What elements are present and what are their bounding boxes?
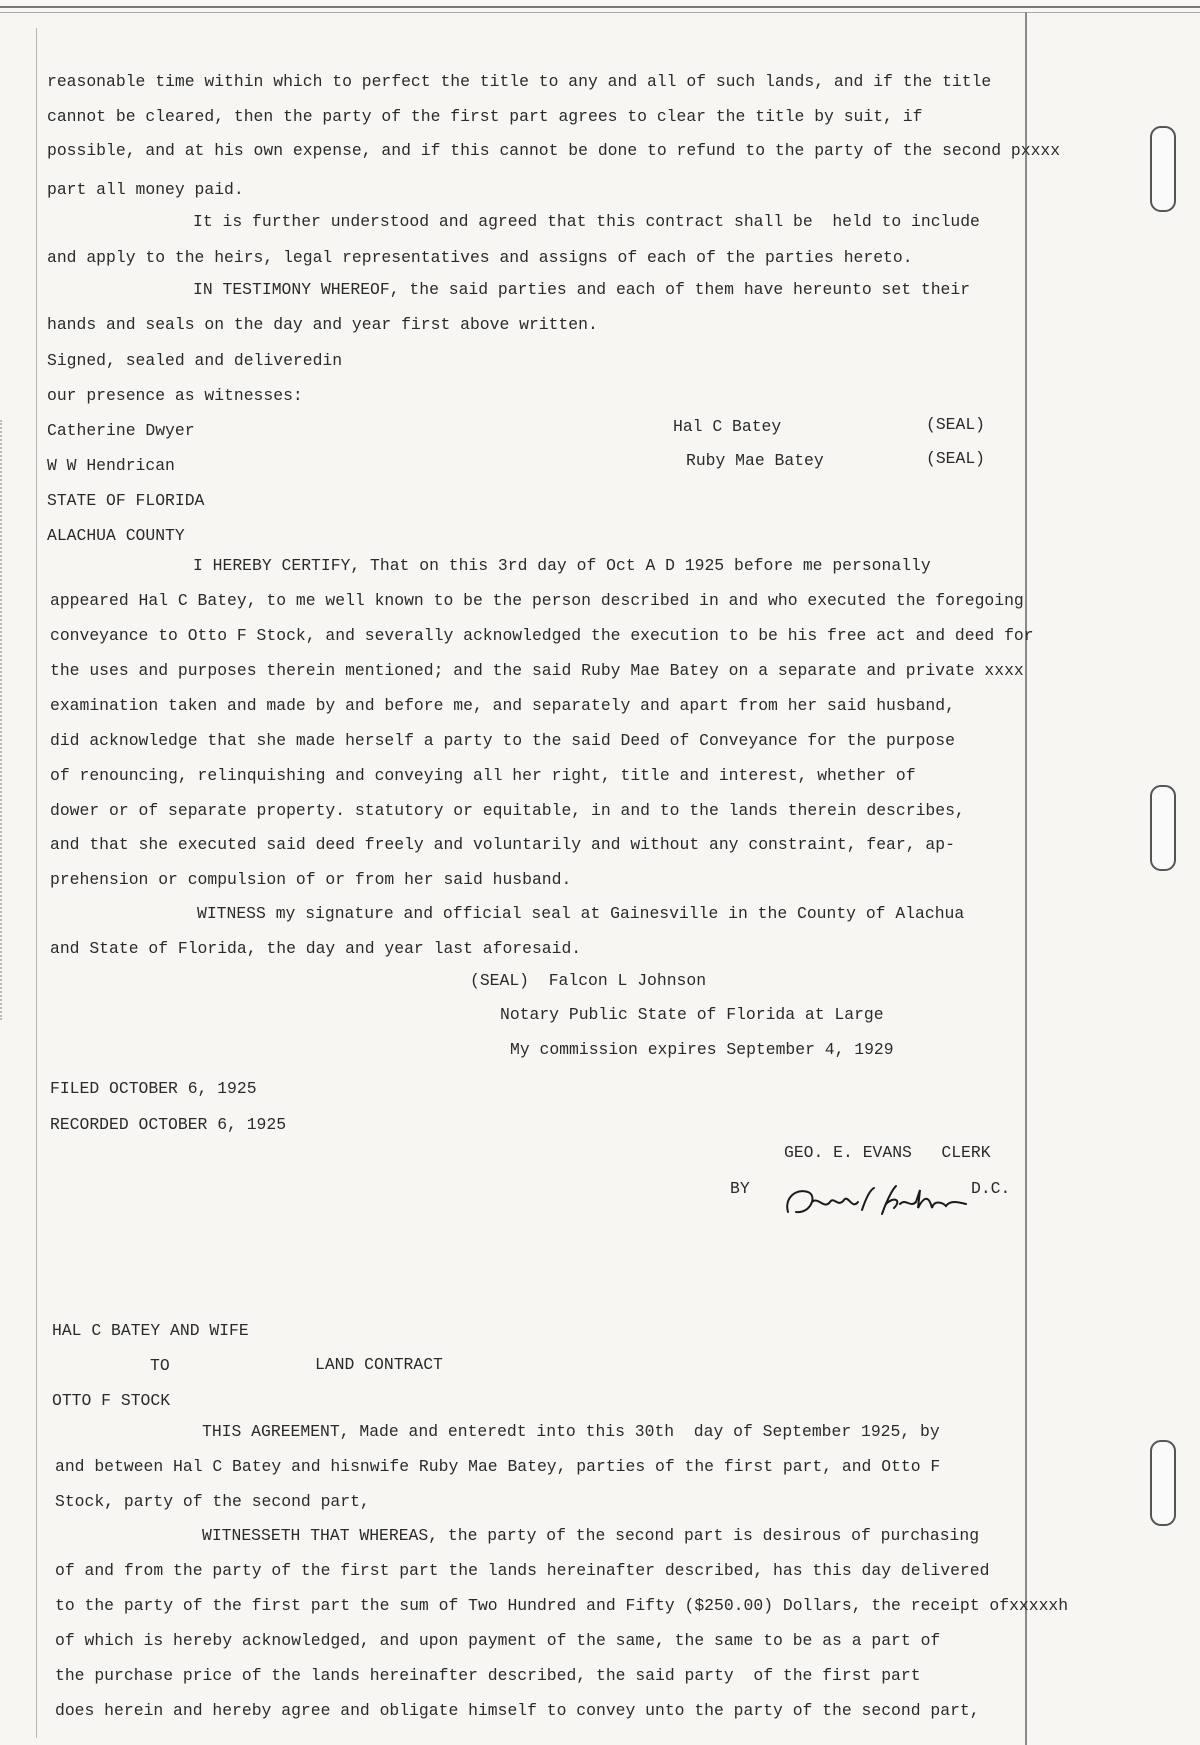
text-line: FILED OCTOBER 6, 1925 [50, 1079, 257, 1098]
text-line: It is further understood and agreed that this contract shall be held to include [193, 212, 980, 231]
text-line: the uses and purposes therein mentioned; and the said Ruby Mae Batey on a separate and private xxxx [50, 661, 1024, 680]
text-line: LAND CONTRACT [315, 1355, 443, 1374]
text-line: appeared Hal C Batey, to me well known to be the person described in and who executed the foregoing [50, 591, 1024, 610]
left-edge-marks [0, 420, 5, 1020]
text-line: conveyance to Otto F Stock, and severally acknowledged the execution to be his free act and deed for [50, 626, 1034, 645]
text-line: of renouncing, relinquishing and conveying all her right, title and interest, whether of [50, 766, 916, 785]
text-line: of and from the party of the first part the lands hereinafter described, has this day delivered [55, 1561, 990, 1580]
text-line: WITNESS my signature and official seal at Gainesville in the County of Alachua [197, 904, 965, 923]
text-line: Notary Public State of Florida at Large [500, 1005, 884, 1024]
text-line: hands and seals on the day and year first above written. [47, 315, 598, 334]
text-line: THIS AGREEMENT, Made and enteredt into this 30th day of September 1925, by [202, 1422, 940, 1441]
text-line: examination taken and made by and before me, and separately and apart from her said husband, [50, 696, 955, 715]
text-line: and that she executed said deed freely and voluntarily and without any constraint, fear, ap- [50, 835, 955, 854]
text-line: dower or of separate property. statutory or equitable, in and to the lands therein describes, [50, 801, 965, 820]
text-line: IN TESTIMONY WHEREOF, the said parties and each of them have hereunto set their [193, 280, 971, 299]
text-line: Catherine Dwyer [47, 421, 195, 440]
text-line: GEO. E. EVANS CLERK [784, 1143, 991, 1162]
text-line: HAL C BATEY AND WIFE [52, 1321, 249, 1340]
text-line: reasonable time within which to perfect the title to any and all of such lands, and if the title [47, 72, 992, 91]
text-line: (SEAL) [926, 449, 986, 468]
text-line: Stock, party of the second part, [55, 1492, 370, 1511]
text-line: to the party of the first part the sum of Two Hundred and Fifty ($250.00) Dollars, the receipt ofxxxxxh [55, 1596, 1069, 1615]
text-line: (SEAL) Falcon L Johnson [470, 971, 707, 990]
text-line: D.C. [971, 1179, 1011, 1198]
text-line: Ruby Mae Batey [686, 451, 824, 470]
text-line: TO [150, 1356, 170, 1375]
punch-hole-middle [1150, 785, 1176, 871]
text-line: our presence as witnesses: [47, 386, 303, 405]
text-line: OTTO F STOCK [52, 1391, 171, 1410]
text-line: ALACHUA COUNTY [47, 526, 185, 545]
text-line: and between Hal C Batey and hisnwife Ruby Mae Batey, parties of the first part, and Otto F [55, 1457, 941, 1476]
text-line: W W Hendrican [47, 456, 175, 475]
text-line: Hal C Batey [673, 417, 782, 436]
punch-hole-top [1150, 126, 1176, 212]
text-line: possible, and at his own expense, and if this cannot be done to refund to the party of the second pxxxx [47, 141, 1061, 160]
text-line: of which is hereby acknowledged, and upon payment of the same, the same to be as a part of [55, 1631, 941, 1650]
text-line: part all money paid. [47, 180, 244, 199]
text-line: STATE OF FLORIDA [47, 491, 205, 510]
text-line: the purchase price of the lands hereinafter described, the said party of the first part [55, 1666, 921, 1685]
text-line: I HEREBY CERTIFY, That on this 3rd day of Oct A D 1925 before me personally [193, 556, 931, 575]
punch-hole-bottom [1150, 1440, 1176, 1526]
text-line: cannot be cleared, then the party of the first part agrees to clear the title by suit, if [47, 107, 923, 126]
text-line: (SEAL) [926, 415, 986, 434]
text-line: Signed, sealed and deliveredin [47, 351, 343, 370]
text-line: RECORDED OCTOBER 6, 1925 [50, 1115, 287, 1134]
text-line: and State of Florida, the day and year last aforesaid. [50, 939, 582, 958]
text-line: did acknowledge that she made herself a party to the said Deed of Conveyance for the purpose [50, 731, 955, 750]
text-line: does herein and hereby agree and obligate himself to convey unto the party of the second part, [55, 1701, 980, 1720]
top-border [0, 6, 1200, 13]
clerk-signature [782, 1180, 972, 1224]
right-margin-line [1025, 12, 1027, 1745]
text-line: BY [730, 1179, 750, 1198]
text-line: WITNESSETH THAT WHEREAS, the party of the second part is desirous of purchasing [202, 1526, 980, 1545]
text-line: prehension or compulsion of or from her said husband. [50, 870, 572, 889]
left-margin-line [36, 28, 37, 1738]
text-line: and apply to the heirs, legal representatives and assigns of each of the parties hereto. [47, 248, 913, 267]
text-line: My commission expires September 4, 1929 [510, 1040, 894, 1059]
